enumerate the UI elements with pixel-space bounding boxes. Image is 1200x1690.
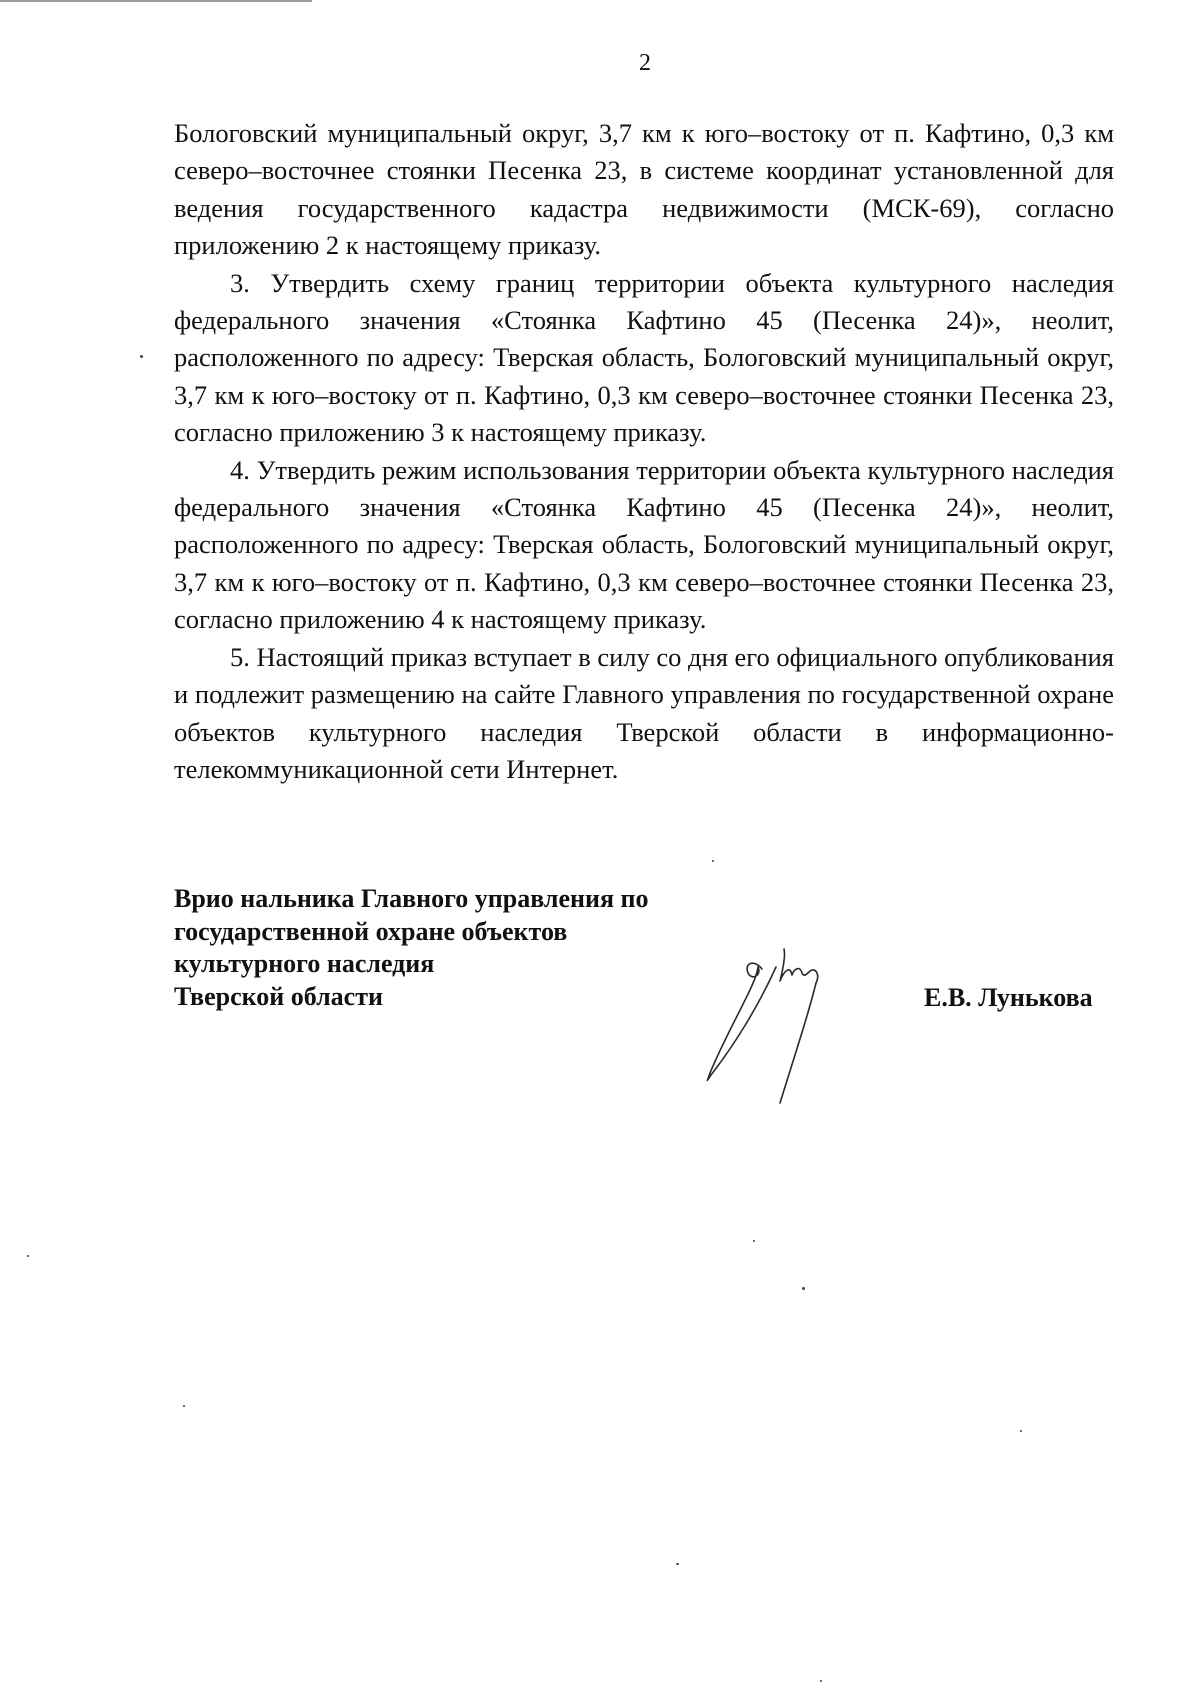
signatory-position-line: государственной охране объектов [174, 916, 568, 946]
scan-speck [753, 1240, 755, 1242]
scan-speck [676, 1563, 679, 1565]
signer-name: Е.В. Лунькова [924, 983, 1093, 1012]
handwritten-signature [700, 945, 890, 1105]
scan-speck [712, 860, 714, 862]
page-number: 2 [639, 50, 651, 76]
scan-speck [802, 1287, 805, 1290]
scan-speck [183, 1405, 185, 1407]
top-edge-rule [0, 0, 312, 2]
scan-speck [140, 355, 143, 358]
signatory-position [174, 883, 734, 1013]
paragraph-continuation: Бологовский муниципальный округ, 3,7 км к юго–востоку от п. Кафтино, 0,3 км северо–восточнее стоянки Песенка 23, в системе координат установленной для ведения государственного кадастра недвижимости (МСК-69), согласно приложению 2 к настоящему приказу. [174, 118, 1114, 261]
signatory-position-line: Тверской области [174, 981, 383, 1011]
scan-speck [27, 1255, 29, 1257]
scan-speck [820, 1680, 822, 1682]
signatory-position-line: культурного наследия [174, 949, 435, 978]
paragraph-item-4: 4. Утвердить режим использования территории объекта культурного наследия федерального значения «Стоянка Кафтино 45 (Песенка 24)», неолит, расположенного по адресу: Тверская область, Бологовский муниципальный округ, 3,7 км к юго–востоку от п. Кафтино, 0,3 км северо–восточнее стоянки Песенка 23, согласно приложению 4 к настоящему приказу. [174, 454, 1114, 635]
document-body [174, 115, 1114, 788]
scan-speck [1020, 1430, 1022, 1432]
paragraph-item-3: 3. Утвердить схему границ территории объекта культурного наследия федерального значения «Стоянка Кафтино 45 (Песенка 24)», неолит, расположенного по адресу: Тверская область, Бологовский муниципальный округ, 3,7 км к юго–востоку от п. Кафтино, 0,3 км северо–восточнее стоянки Песенка 23, согласно приложению 3 к настоящему приказу. [174, 267, 1114, 448]
paragraph-item-5: 5. Настоящий приказ вступает в силу со дня его официального опубликования и подлежит размещению на сайте Главного управления по государственной охране объектов культурного наследия Тверской области в информационно-телекоммуникационной сети Интернет. [174, 641, 1114, 784]
signatory-position-line: Врио нальника Главного управления по [174, 884, 649, 913]
